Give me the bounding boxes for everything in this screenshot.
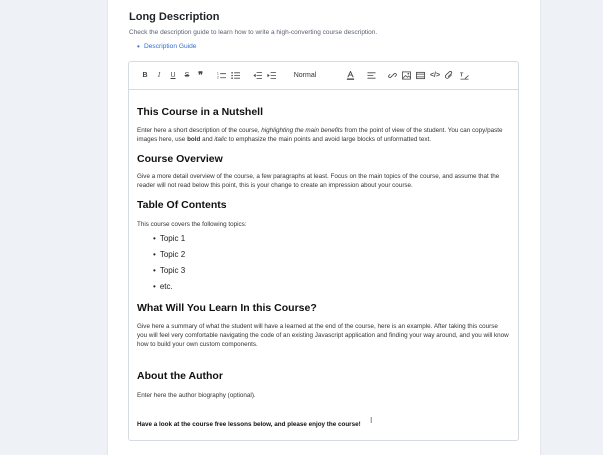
bullet-list-icon[interactable] (231, 70, 240, 80)
heading-learn: What Will You Learn In this Course? (137, 302, 317, 314)
svg-text:T: T (459, 71, 463, 78)
paragraph-toc: This course covers the following topics: (137, 221, 247, 228)
outdent-icon[interactable] (253, 70, 262, 80)
clear-format-icon[interactable] (459, 70, 469, 80)
paragraph-learn: Give here a summary of what the student will have a learned at the end of the course, here is an example. After taking this course you will feel very comfortable navigating the code of an existing Javascript application and finding your way around, and you will know how to build your own custom components. (137, 323, 509, 348)
paragraph-author: Enter here the author biography (optional). (137, 392, 256, 399)
section-subtitle: Check the description guide to learn how to write a high-converting course description. (129, 29, 378, 36)
list-item: • Topic 2 (153, 247, 185, 263)
list-item: • Topic 3 (153, 263, 185, 279)
bold-icon[interactable]: B (142, 71, 148, 79)
svg-text:2: 2 (217, 75, 219, 80)
ordered-list-icon[interactable] (217, 70, 226, 80)
underline-icon[interactable]: U (170, 71, 176, 79)
heading-nutshell: This Course in a Nutshell (137, 106, 264, 118)
rich-text-editor[interactable] (128, 61, 519, 441)
text-cursor-icon: Ⅰ (370, 416, 373, 425)
list-item: • etc. (153, 279, 185, 295)
list-item: • Topic 1 (153, 231, 185, 247)
italic-icon[interactable]: I (157, 71, 161, 79)
svg-text:1: 1 (217, 71, 219, 76)
paragraph-overview: Give a more detail overview of the course, a few paragraphs at least. Focus on the main topics of the course, and assume that the reader will not read below this point, this is your change to create an impression about your course. (137, 173, 500, 189)
link-icon[interactable] (388, 70, 397, 80)
heading-overview: Course Overview (137, 153, 223, 165)
format-select[interactable]: Normal (293, 71, 317, 79)
strikethrough-icon[interactable]: S (184, 71, 190, 79)
attachment-icon[interactable] (445, 70, 454, 80)
image-icon[interactable] (402, 70, 411, 80)
indent-icon[interactable] (267, 70, 276, 80)
paragraph-closing: Have a look at the course free lessons below, and please enjoy the course! (137, 421, 361, 428)
editor-toolbar (129, 62, 518, 90)
topic-list (153, 231, 185, 295)
section-title: Long Description (129, 11, 220, 23)
text-color-icon[interactable] (346, 70, 355, 80)
heading-author: About the Author (137, 370, 223, 382)
quote-icon[interactable]: ❞ (198, 69, 203, 80)
heading-toc: Table Of Contents (137, 199, 227, 211)
description-guide-link[interactable]: • Description Guide (144, 43, 196, 50)
align-icon[interactable] (367, 70, 376, 80)
paragraph-nutshell: Enter here a short description of the course, highlighting the main benefits from the point of view of the student. You can copy/paste images here, use bold and italic to emphasize the main points and avoid large blocks of unformatted text. (137, 127, 503, 143)
video-icon[interactable] (416, 70, 425, 80)
code-icon[interactable]: </> (429, 71, 441, 79)
